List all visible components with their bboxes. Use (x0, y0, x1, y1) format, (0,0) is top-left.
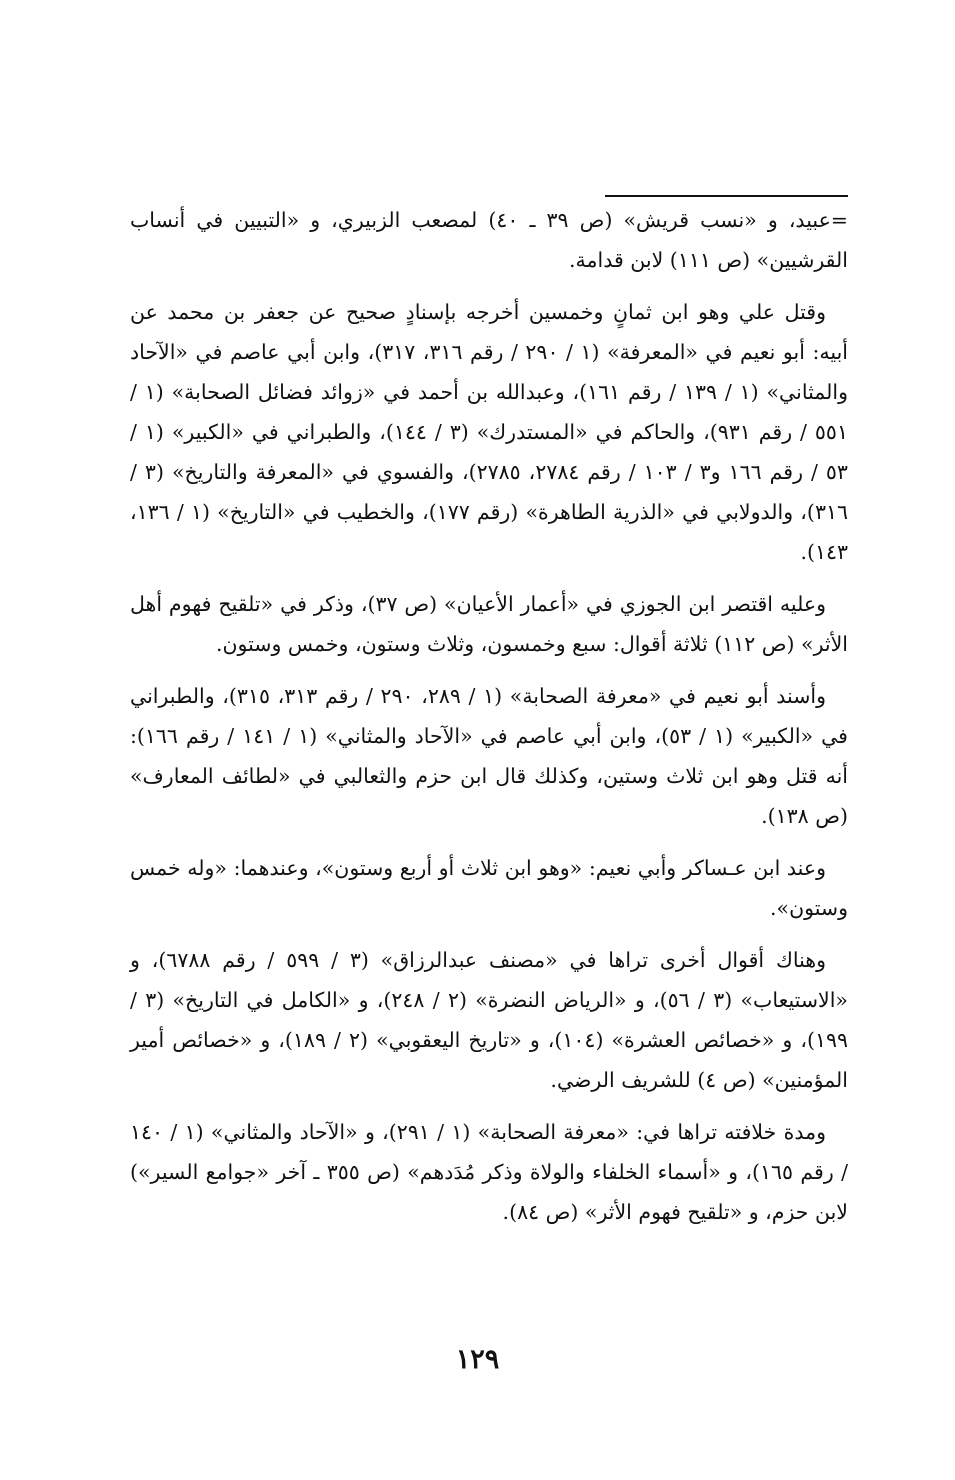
footnote-paragraph-abu-nuaym: وأسند أبو نعيم في «معرفة الصحابة» (١ / ٢٨٩، ٢٩٠ / رقم ٣١٣، ٣١٥)، والطبراني في «الكبير» (١ / ٥٣)، وابن أبي عاصم في «الآحاد والمثاني» (١ / ١٤١ / رقم ١٦٦): أنه قتل وهو ابن ثلاث وستين، وكذلك قال ابن حزم والثعالبي في «لطائف المعارف» (ص ١٣٨). (130, 684, 848, 828)
footnote-paragraph-other-opinions: وهناك أقوال أخرى تراها في «مصنف عبدالرزاق» (٣ / ٥٩٩ / رقم ٦٧٨٨)، و «الاستيعاب» (٣ / ٥٦)، و «الرياض النضرة» (٢ / ٢٤٨)، و «الكامل في التاريخ» (٣ / ١٩٩)، و «خصائص العشرة» (١٠٤)، و «تاريخ اليعقوبي» (٢ / ١٨٩)، و «خصائص أمير المؤمنين» (ص ٤) للشريف الرضي. (130, 948, 849, 1092)
page-number: ١٢٩ (455, 1344, 500, 1375)
footnote-paragraph-caliphate-duration: ومدة خلافته تراها في: «معرفة الصحابة» (١ / ٢٩١)، و «الآحاد والمثاني» (١ / ١٤٠ / رقم ١٦٥)، و «أسماء الخلفاء والولاة وذكر مُدَدهم» (ص ٣٥٥ ـ آخر «جوامع السير») لابن حزم، و «تلقيح فهوم الأثر» (ص ٨٤). (130, 1120, 848, 1224)
footnote-paragraph-ibn-asakir: وعند ابن عـساكر وأبي نعيم: «وهو ابن ثلاث أو أربع وستون»، وعندهما: «وله خمس وستون». (130, 856, 848, 920)
footnote-paragraph-ibn-jawzi: وعليه اقتصر ابن الجوزي في «أعمار الأعيان» (ص ٣٧)، وذكر في «تلقيح فهوم أهل الأثر» (ص ١١٢) ثلاثة أقوال: سبع وخمسون، وثلاث وستون، وخمس وستون. (130, 592, 848, 656)
footnote-paragraph-age-at-death: وقتل علي وهو ابن ثمانٍ وخمسين أخرجه بإسنادٍ صحيح عن جعفر بن محمد عن أبيه: أبو نعيم في «المعرفة» (١ / ٢٩٠ / رقم ٣١٦، ٣١٧)، وابن أبي عاصم في «الآحاد والمثاني» (١ / ١٣٩ / رقم ١٦١)، وعبدالله بن أحمد في «زوائد فضائل الصحابة» (١ / ٥٥١ / رقم ٩٣١)، والحاكم في «المستدرك» (٣ / ١٤٤)، والطبراني في «الكبير» (١ / ٥٣ / رقم ١٦٦ و٣ / ١٠٣ / رقم ٢٧٨٤، ٢٧٨٥)، والفسوي في «المعرفة والتاريخ» (٣ / ٣١٦)، والدولابي في «الذرية الطاهرة» (رقم ١٧٧)، والخطيب في «التاريخ» (١ / ١٣٦، ١٤٣). (130, 300, 848, 564)
footnote-continuation-paragraph: =عبيد، و «نسب قريش» (ص ٣٩ ـ ٤٠) لمصعب الزبيري، و «التبيين في أنساب القرشيين» (ص ١١١) لابن قدامة. (130, 208, 848, 272)
footnote-separator-rule (605, 195, 848, 197)
footnotes-block (130, 200, 848, 1244)
